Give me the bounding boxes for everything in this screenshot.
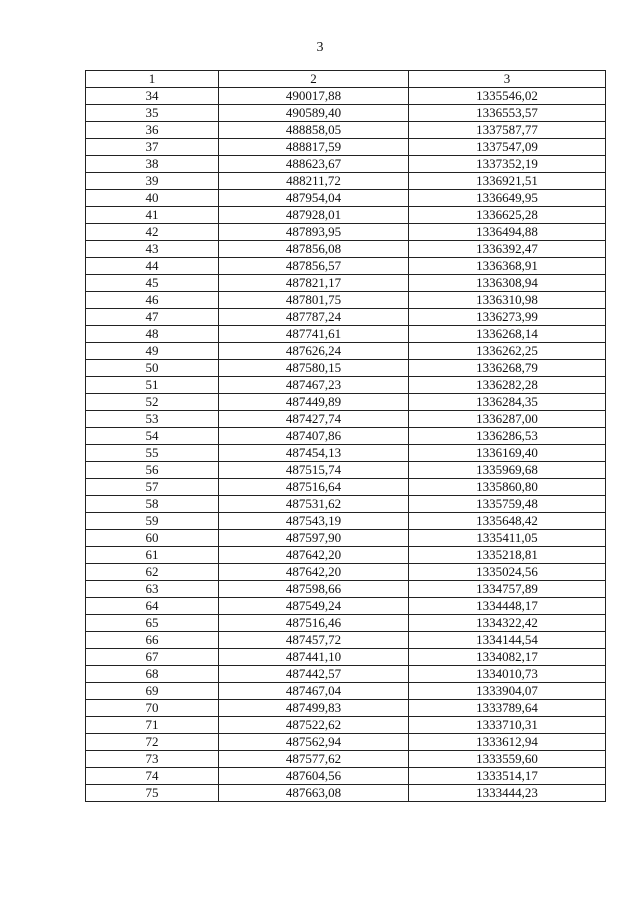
- y-coordinate-cell: 1334322,42: [409, 615, 606, 632]
- y-coordinate-cell: 1333514,17: [409, 768, 606, 785]
- x-coordinate-cell: 487442,57: [219, 666, 409, 683]
- x-coordinate-cell: 487516,46: [219, 615, 409, 632]
- point-number-cell: 44: [86, 258, 219, 275]
- x-coordinate-cell: 487642,20: [219, 547, 409, 564]
- y-coordinate-cell: 1336553,57: [409, 105, 606, 122]
- y-coordinate-cell: 1335218,81: [409, 547, 606, 564]
- point-number-cell: 55: [86, 445, 219, 462]
- x-coordinate-cell: 488623,67: [219, 156, 409, 173]
- y-coordinate-cell: 1333444,23: [409, 785, 606, 802]
- table-body: [86, 88, 606, 802]
- table-row: [86, 258, 606, 275]
- y-coordinate-cell: 1335759,48: [409, 496, 606, 513]
- x-coordinate-cell: 487604,56: [219, 768, 409, 785]
- point-number-cell: 47: [86, 309, 219, 326]
- table-row: [86, 683, 606, 700]
- table-row: [86, 649, 606, 666]
- y-coordinate-cell: 1337352,19: [409, 156, 606, 173]
- point-number-cell: 67: [86, 649, 219, 666]
- x-coordinate-cell: 487626,24: [219, 343, 409, 360]
- y-coordinate-cell: 1334448,17: [409, 598, 606, 615]
- column-header-2: 2: [219, 71, 409, 88]
- point-number-cell: 35: [86, 105, 219, 122]
- y-coordinate-cell: 1336494,88: [409, 224, 606, 241]
- x-coordinate-cell: 490017,88: [219, 88, 409, 105]
- y-coordinate-cell: 1336286,53: [409, 428, 606, 445]
- table-row: [86, 139, 606, 156]
- x-coordinate-cell: 487499,83: [219, 700, 409, 717]
- table-row: [86, 343, 606, 360]
- y-coordinate-cell: 1334010,73: [409, 666, 606, 683]
- y-coordinate-cell: 1334757,89: [409, 581, 606, 598]
- x-coordinate-cell: 487441,10: [219, 649, 409, 666]
- y-coordinate-cell: 1336649,95: [409, 190, 606, 207]
- table-row: [86, 326, 606, 343]
- y-coordinate-cell: 1335969,68: [409, 462, 606, 479]
- point-number-cell: 66: [86, 632, 219, 649]
- point-number-cell: 39: [86, 173, 219, 190]
- column-header-1: 1: [86, 71, 219, 88]
- table-row: [86, 717, 606, 734]
- x-coordinate-cell: 487598,66: [219, 581, 409, 598]
- point-number-cell: 75: [86, 785, 219, 802]
- x-coordinate-cell: 487928,01: [219, 207, 409, 224]
- point-number-cell: 65: [86, 615, 219, 632]
- x-coordinate-cell: 487522,62: [219, 717, 409, 734]
- y-coordinate-cell: 1334082,17: [409, 649, 606, 666]
- table-row: [86, 615, 606, 632]
- point-number-cell: 61: [86, 547, 219, 564]
- y-coordinate-cell: 1336310,98: [409, 292, 606, 309]
- table-row: [86, 411, 606, 428]
- table-row: [86, 173, 606, 190]
- table-row: [86, 360, 606, 377]
- y-coordinate-cell: 1336284,35: [409, 394, 606, 411]
- x-coordinate-cell: 487856,57: [219, 258, 409, 275]
- table-row: [86, 241, 606, 258]
- y-coordinate-cell: 1333559,60: [409, 751, 606, 768]
- table-row: [86, 564, 606, 581]
- table-row: [86, 105, 606, 122]
- table-row: [86, 207, 606, 224]
- y-coordinate-cell: 1335411,05: [409, 530, 606, 547]
- table-row: [86, 581, 606, 598]
- point-number-cell: 50: [86, 360, 219, 377]
- y-coordinate-cell: 1336273,99: [409, 309, 606, 326]
- y-coordinate-cell: 1335546,02: [409, 88, 606, 105]
- x-coordinate-cell: 487516,64: [219, 479, 409, 496]
- point-number-cell: 36: [86, 122, 219, 139]
- x-coordinate-cell: 487741,61: [219, 326, 409, 343]
- table-row: [86, 496, 606, 513]
- page-number: 3: [316, 40, 324, 55]
- y-coordinate-cell: 1335024,56: [409, 564, 606, 581]
- x-coordinate-cell: 487531,62: [219, 496, 409, 513]
- x-coordinate-cell: 487597,90: [219, 530, 409, 547]
- point-number-cell: 42: [86, 224, 219, 241]
- x-coordinate-cell: 487449,89: [219, 394, 409, 411]
- y-coordinate-cell: 1334144,54: [409, 632, 606, 649]
- table-row: [86, 428, 606, 445]
- point-number-cell: 41: [86, 207, 219, 224]
- x-coordinate-cell: 487642,20: [219, 564, 409, 581]
- point-number-cell: 40: [86, 190, 219, 207]
- table-row: [86, 530, 606, 547]
- column-header-3: 3: [409, 71, 606, 88]
- point-number-cell: 46: [86, 292, 219, 309]
- x-coordinate-cell: 487663,08: [219, 785, 409, 802]
- point-number-cell: 73: [86, 751, 219, 768]
- point-number-cell: 71: [86, 717, 219, 734]
- x-coordinate-cell: 487801,75: [219, 292, 409, 309]
- x-coordinate-cell: 487562,94: [219, 734, 409, 751]
- table-row: [86, 394, 606, 411]
- point-number-cell: 43: [86, 241, 219, 258]
- point-number-cell: 54: [86, 428, 219, 445]
- point-number-cell: 52: [86, 394, 219, 411]
- table-row: [86, 513, 606, 530]
- table-row: [86, 785, 606, 802]
- point-number-cell: 49: [86, 343, 219, 360]
- table-row: [86, 224, 606, 241]
- point-number-cell: 51: [86, 377, 219, 394]
- x-coordinate-cell: 487457,72: [219, 632, 409, 649]
- point-number-cell: 72: [86, 734, 219, 751]
- y-coordinate-cell: 1336368,91: [409, 258, 606, 275]
- table-row: [86, 598, 606, 615]
- point-number-cell: 34: [86, 88, 219, 105]
- point-number-cell: 70: [86, 700, 219, 717]
- y-coordinate-cell: 1336169,40: [409, 445, 606, 462]
- point-number-cell: 69: [86, 683, 219, 700]
- x-coordinate-cell: 487543,19: [219, 513, 409, 530]
- table-row: [86, 88, 606, 105]
- header-row: [86, 71, 606, 88]
- table-row: [86, 751, 606, 768]
- y-coordinate-cell: 1336268,14: [409, 326, 606, 343]
- table-row: [86, 479, 606, 496]
- y-coordinate-cell: 1333710,31: [409, 717, 606, 734]
- table-row: [86, 377, 606, 394]
- table-row: [86, 768, 606, 785]
- y-coordinate-cell: 1333612,94: [409, 734, 606, 751]
- x-coordinate-cell: 488858,05: [219, 122, 409, 139]
- y-coordinate-cell: 1336392,47: [409, 241, 606, 258]
- point-number-cell: 64: [86, 598, 219, 615]
- y-coordinate-cell: 1333789,64: [409, 700, 606, 717]
- point-number-cell: 48: [86, 326, 219, 343]
- point-number-cell: 60: [86, 530, 219, 547]
- y-coordinate-cell: 1336282,28: [409, 377, 606, 394]
- point-number-cell: 59: [86, 513, 219, 530]
- x-coordinate-cell: 490589,40: [219, 105, 409, 122]
- x-coordinate-cell: 487549,24: [219, 598, 409, 615]
- point-number-cell: 58: [86, 496, 219, 513]
- x-coordinate-cell: 488817,59: [219, 139, 409, 156]
- y-coordinate-cell: 1335860,80: [409, 479, 606, 496]
- table-row: [86, 445, 606, 462]
- x-coordinate-cell: 487893,95: [219, 224, 409, 241]
- table-row: [86, 275, 606, 292]
- table-row: [86, 292, 606, 309]
- point-number-cell: 57: [86, 479, 219, 496]
- y-coordinate-cell: 1337587,77: [409, 122, 606, 139]
- table-row: [86, 700, 606, 717]
- point-number-cell: 53: [86, 411, 219, 428]
- point-number-cell: 74: [86, 768, 219, 785]
- point-number-cell: 68: [86, 666, 219, 683]
- x-coordinate-cell: 487954,04: [219, 190, 409, 207]
- x-coordinate-cell: 487467,23: [219, 377, 409, 394]
- x-coordinate-cell: 487580,15: [219, 360, 409, 377]
- y-coordinate-cell: 1337547,09: [409, 139, 606, 156]
- table-row: [86, 734, 606, 751]
- x-coordinate-cell: 488211,72: [219, 173, 409, 190]
- y-coordinate-cell: 1336921,51: [409, 173, 606, 190]
- point-number-cell: 45: [86, 275, 219, 292]
- table-row: [86, 462, 606, 479]
- y-coordinate-cell: 1336287,00: [409, 411, 606, 428]
- x-coordinate-cell: 487821,17: [219, 275, 409, 292]
- x-coordinate-cell: 487407,86: [219, 428, 409, 445]
- point-number-cell: 38: [86, 156, 219, 173]
- x-coordinate-cell: 487515,74: [219, 462, 409, 479]
- y-coordinate-cell: 1335648,42: [409, 513, 606, 530]
- table-row: [86, 309, 606, 326]
- table-row: [86, 122, 606, 139]
- table-row: [86, 547, 606, 564]
- point-number-cell: 56: [86, 462, 219, 479]
- table-row: [86, 666, 606, 683]
- y-coordinate-cell: 1336262,25: [409, 343, 606, 360]
- x-coordinate-cell: 487427,74: [219, 411, 409, 428]
- point-number-cell: 62: [86, 564, 219, 581]
- point-number-cell: 63: [86, 581, 219, 598]
- x-coordinate-cell: 487467,04: [219, 683, 409, 700]
- x-coordinate-cell: 487856,08: [219, 241, 409, 258]
- table-row: [86, 190, 606, 207]
- y-coordinate-cell: 1336268,79: [409, 360, 606, 377]
- x-coordinate-cell: 487577,62: [219, 751, 409, 768]
- table-row: [86, 156, 606, 173]
- y-coordinate-cell: 1333904,07: [409, 683, 606, 700]
- table-header: [86, 71, 606, 88]
- x-coordinate-cell: 487787,24: [219, 309, 409, 326]
- table-row: [86, 632, 606, 649]
- y-coordinate-cell: 1336308,94: [409, 275, 606, 292]
- coordinates-table: [85, 70, 606, 802]
- y-coordinate-cell: 1336625,28: [409, 207, 606, 224]
- x-coordinate-cell: 487454,13: [219, 445, 409, 462]
- point-number-cell: 37: [86, 139, 219, 156]
